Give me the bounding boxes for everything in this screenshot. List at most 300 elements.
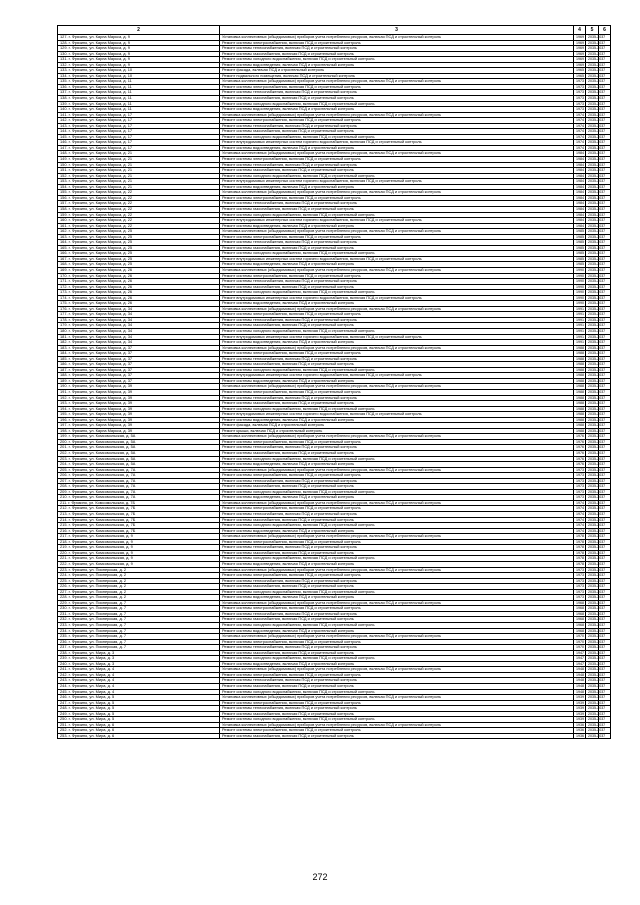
period-cell: 2035-2037 [586,556,599,562]
year-cell: 1976 [574,434,586,440]
work-type-cell: Установка коллективных (общедомовых) приборов учета потребления ресурсов, включая ПСД и строительный контроль [220,600,574,606]
address-cell: 223. г. Фрязино, ул. Пионерская, д. 2 [58,567,220,573]
period-cell: 2035-2037 [586,500,599,506]
period-cell: 2035-2037 [586,96,599,102]
period-cell: 2035-2037 [586,517,599,523]
year-cell: 1948 [574,667,586,673]
address-cell: 129. г. Фрязино, ул. Карла Маркса, д. 9 [58,46,220,52]
period-cell: 2035-2037 [586,384,599,390]
work-type-cell: Ремонт системы холодного водоснабжения, включая ПСД и строительный контроль [220,456,574,462]
period-cell: 2035-2037 [586,656,599,662]
work-type-cell: Ремонт системы газоснабжения, включая ПСД и строительный контроль [220,401,574,407]
year-cell: 1973 [574,107,586,113]
address-cell: 189. г. Фрязино, ул. Карла Маркса, д. 37 [58,378,220,384]
year-cell: 1968 [574,611,586,617]
period-cell: 2035-2037 [586,561,599,567]
address-cell: 214. г. Фрязино, ул. Комсомольская, д. 7Б [58,517,220,523]
year-cell: 1985 [574,229,586,235]
period-cell: 2035-2037 [586,306,599,312]
work-type-cell: Ремонт внутридомовых инженерных систем горячего водоснабжения, включая ПСД и строительный контроль [220,295,574,301]
address-cell: 151. г. Фрязино, ул. Карла Маркса, д. 21 [58,168,220,174]
period-cell: 2035-2037 [586,628,599,634]
work-type-cell: Ремонт системы газоснабжения, включая ПСД и строительный контроль [220,284,574,290]
year-cell: 1984 [574,195,586,201]
work-type-cell: Установка коллективных (общедомовых) приборов учета потребления ресурсов, включая ПСД и строительный контроль [220,534,574,540]
period-cell: 2035-2037 [586,584,599,590]
address-cell: 238. г. Фрязино, ул. Мира, д. 3 [58,650,220,656]
address-cell: 144. г. Фрязино, ул. Карла Маркса, д. 17 [58,129,220,135]
period-cell: 2035-2037 [586,606,599,612]
year-cell: 1969 [574,40,586,46]
address-cell: 184. г. Фрязино, ул. Карла Маркса, д. 37 [58,351,220,357]
work-type-cell: Ремонт системы электроснабжения, включая ПСД и строительный контроль [220,351,574,357]
year-cell: 1988 [574,356,586,362]
address-cell: 164. г. Фрязино, ул. Карла Маркса, д. 25 [58,240,220,246]
work-type-cell: Ремонт системы водоотведения, включая ПСД и строительный контроль [220,495,574,501]
work-type-cell: Ремонт системы электроснабжения, включая ПСД и строительный контроль [220,84,574,90]
address-cell: 241. г. Фрязино, ул. Мира, д. 4 [58,667,220,673]
period-cell: 2035-2037 [586,190,599,196]
year-cell: 1974 [574,118,586,124]
year-cell: 1976 [574,456,586,462]
period-cell: 2035-2037 [586,600,599,606]
year-cell: 1984 [574,206,586,212]
address-cell: 139. г. Фрязино, ул. Карла Маркса, д. 11 [58,101,220,107]
address-cell: 127. г. Фрязино, ул. Карла Маркса, д. 9 [58,35,220,41]
address-cell: 154. г. Фрязино, ул. Карла Маркса, д. 21 [58,184,220,190]
period-cell: 2035-2037 [586,390,599,396]
period-cell: 2035-2037 [586,578,599,584]
work-type-cell: Ремонт системы теплоснабжения, включая ПСД и строительный контроль [220,445,574,451]
year-cell: 1974 [574,129,586,135]
work-type-cell: Ремонт системы холодного водоснабжения, включая ПСД и строительный контроль [220,134,574,140]
year-cell: 1968 [574,617,586,623]
work-type-cell: Ремонт системы теплоснабжения, включая ПСД и строительный контроль [220,317,574,323]
year-cell: 1974 [574,506,586,512]
year-cell: 1984 [574,190,586,196]
address-cell: 135. г. Фрязино, ул. Карла Маркса, д. 11 [58,79,220,85]
work-type-cell: Ремонт системы холодного водоснабжения, включая ПСД и строительный контроль [220,173,574,179]
period-cell: 2035-2037 [586,340,599,346]
period-cell: 2035-2037 [586,68,599,74]
work-type-cell: Ремонт системы холодного водоснабжения, включая ПСД и строительный контроль [220,251,574,257]
period-cell: 2035-2037 [586,417,599,423]
period-cell: 2035-2037 [586,622,599,628]
year-cell: 1991 [574,312,586,318]
address-cell: 219. г. Фрязино, ул. Комсомольская, д. 9 [58,545,220,551]
address-cell: 207. г. Фрязино, ул. Комсомольская, д. 7А [58,478,220,484]
year-cell: 1988 [574,390,586,396]
year-cell: 1947 [574,650,586,656]
work-type-cell: Ремонт системы электроснабжения, включая ПСД и строительный контроль [220,157,574,163]
address-cell: 197. г. Фрязино, ул. Карла Маркса, д. 39 [58,423,220,429]
year-cell: 1984 [574,223,586,229]
year-cell: 1973 [574,84,586,90]
period-cell: 2035-2037 [586,40,599,46]
work-type-cell: Ремонт системы теплоснабжения, включая ПСД и строительный контроль [220,123,574,129]
year-cell: 1969 [574,46,586,52]
period-cell: 2035-2037 [586,279,599,285]
year-cell: 1974 [574,517,586,523]
address-cell: 188. г. Фрязино, ул. Карла Маркса, д. 37 [58,373,220,379]
work-type-cell: Установка коллективных (общедомовых) приборов учета потребления ресурсов, включая ПСД и строительный контроль [220,35,574,41]
work-type-cell: Ремонт системы теплоснабжения, включая ПСД и строительный контроль [220,395,574,401]
year-cell: 1939 [574,706,586,712]
work-type-cell: Ремонт фасада, включая ПСД и строительный контроль [220,423,574,429]
period-cell: 2035-2037 [586,79,599,85]
period-cell: 2035-2037 [586,451,599,457]
address-cell: 195. г. Фрязино, ул. Карла Маркса, д. 39 [58,412,220,418]
address-cell: 133. г. Фрязино, ул. Карла Маркса, д. 10 [58,68,220,74]
address-cell: 177. г. Фрязино, ул. Карла Маркса, д. 34 [58,312,220,318]
period-cell: 2035-2037 [586,212,599,218]
work-type-cell: Установка коллективных (общедомовых) приборов учета потребления ресурсов, включая ПСД и строительный контроль [220,384,574,390]
address-cell: 237. г. Фрязино, ул. Пионерская, д. 7 [58,645,220,651]
period-cell: 2035-2037 [586,157,599,163]
year-cell: 1991 [574,334,586,340]
year-cell: 1984 [574,201,586,207]
year-cell: 1978 [574,550,586,556]
period-cell: 2035-2037 [586,683,599,689]
period-cell: 2035-2037 [586,378,599,384]
work-type-cell: Ремонт системы холодного водоснабжения, включая ПСД и строительный контроль [220,489,574,495]
address-cell: 161. г. Фрязино, ул. Карла Маркса, д. 22 [58,223,220,229]
address-cell: 220. г. Фрязино, ул. Комсомольская, д. 9 [58,550,220,556]
address-cell: 183. г. Фрязино, ул. Карла Маркса, д. 37 [58,345,220,351]
column-header: 6 [599,26,611,35]
year-cell: 1984 [574,179,586,185]
column-header: 2 [58,26,220,35]
year-cell: 1985 [574,251,586,257]
year-cell: 1973 [574,484,586,490]
period-cell: 2035-2037 [586,650,599,656]
work-type-cell: Ремонт подвального помещения, включая ПСД и строительный контроль [220,73,574,79]
address-cell: 181. г. Фрязино, ул. Карла Маркса, д. 34 [58,334,220,340]
address-cell: 175. г. Фрязино, ул. Карла Маркса, д. 26 [58,301,220,307]
year-cell: 1976 [574,451,586,457]
work-type-cell: Ремонт системы электроснабжения, включая ПСД и строительный контроль [220,312,574,318]
period-cell: 2035-2037 [586,456,599,462]
period-cell: 2035-2037 [586,495,599,501]
period-cell: 2035-2037 [586,118,599,124]
work-type-cell: Ремонт системы газоснабжения, включая ПСД и строительный контроль [220,362,574,368]
year-cell: 1985 [574,234,586,240]
work-type-cell: Ремонт системы электроснабжения, включая ПСД и строительный контроль [220,639,574,645]
period-cell: 2035-2037 [586,290,599,296]
address-cell: 216. г. Фрязино, ул. Комсомольская, д. 7Б [58,528,220,534]
address-cell: 196. г. Фрязино, ул. Карла Маркса, д. 39 [58,417,220,423]
period-cell: 2035-2037 [586,539,599,545]
period-cell: 2035-2037 [586,284,599,290]
work-type-cell: Установка коллективных (общедомовых) приборов учета потребления ресурсов, включая ПСД и строительный контроль [220,229,574,235]
period-cell: 2035-2037 [586,234,599,240]
address-cell: 198. г. Фрязино, ул. Карла Маркса, д. 39 [58,428,220,434]
period-cell: 2035-2037 [586,711,599,717]
year-cell: 1988 [574,428,586,434]
work-type-cell: Ремонт системы водоотведения, включая ПСД и строительный контроль [220,595,574,601]
address-cell: 200. г. Фрязино, ул. Комсомольская, д. 5А [58,439,220,445]
work-type-cell: Ремонт системы газоснабжения, включая ПСД и строительный контроль [220,323,574,329]
period-cell: 2035-2037 [586,706,599,712]
period-cell: 2035-2037 [586,462,599,468]
work-type-cell: Ремонт системы теплоснабжения, включая ПСД и строительный контроль [220,279,574,285]
address-cell: 187. г. Фрязино, ул. Карла Маркса, д. 37 [58,367,220,373]
period-cell: 2035-2037 [586,401,599,407]
period-cell: 2035-2037 [586,168,599,174]
work-type-cell: Ремонт системы холодного водоснабжения, включая ПСД и строительный контроль [220,212,574,218]
work-type-cell: Ремонт системы водоотведения, включая ПСД и строительный контроль [220,145,574,151]
year-cell: 1984 [574,157,586,163]
work-type-cell: Ремонт системы газоснабжения, включая ПСД и строительный контроль [220,484,574,490]
address-cell: 212. г. Фрязино, ул. Комсомольская, д. 7Б [58,506,220,512]
period-cell: 2035-2037 [586,362,599,368]
period-cell: 2035-2037 [586,445,599,451]
year-cell: 1973 [574,489,586,495]
period-cell: 2035-2037 [586,667,599,673]
period-cell: 2035-2037 [586,267,599,273]
period-cell: 2035-2037 [586,195,599,201]
year-cell: 1991 [574,323,586,329]
year-cell: 1984 [574,218,586,224]
period-cell: 2035-2037 [586,439,599,445]
year-cell: 1988 [574,362,586,368]
work-type-cell: Ремонт системы газоснабжения, включая ПСД и строительный контроль [220,168,574,174]
work-type-cell: Ремонт системы электроснабжения, включая ПСД и строительный контроль [220,195,574,201]
work-type-cell: Ремонт системы газоснабжения, включая ПСД и строительный контроль [220,96,574,102]
year-cell: 1990 [574,290,586,296]
period-cell: 2035-2037 [586,140,599,146]
work-type-cell: Ремонт системы холодного водоснабжения, включая ПСД и строительный контроль [220,556,574,562]
year-cell: 1985 [574,256,586,262]
period-cell: 2035-2037 [586,179,599,185]
period-cell: 2035-2037 [586,645,599,651]
year-cell: 1974 [574,140,586,146]
address-cell: 152. г. Фрязино, ул. Карла Маркса, д. 21 [58,173,220,179]
work-type-cell: Ремонт системы газоснабжения, включая ПСД и строительный контроль [220,650,574,656]
address-cell: 206. г. Фрязино, ул. Комсомольская, д. 7А [58,473,220,479]
column-header: 5 [586,26,599,35]
period-cell: 2035-2037 [586,240,599,246]
year-cell: 1936 [574,733,586,739]
address-cell: 249. г. Фрязино, ул. Мира, д. 5 [58,711,220,717]
work-type-cell: Ремонт системы теплоснабжения, включая ПСД и строительный контроль [220,201,574,207]
address-cell: 225. г. Фрязино, ул. Пионерская, д. 2 [58,578,220,584]
period-cell: 2035-2037 [586,334,599,340]
year-cell: 1985 [574,245,586,251]
year-cell: 1978 [574,539,586,545]
work-type-cell: Ремонт системы водоотведения, включая ПСД и строительный контроль [220,107,574,113]
work-type-cell: Ремонт системы водоотведения, включая ПСД и строительный контроль [220,223,574,229]
year-cell: 1991 [574,328,586,334]
address-cell: 172. г. Фрязино, ул. Карла Маркса, д. 26 [58,284,220,290]
year-cell: 1978 [574,545,586,551]
year-cell: 1939 [574,711,586,717]
period-cell: 2035-2037 [586,506,599,512]
period-cell: 2035-2037 [586,512,599,518]
work-type-cell: Ремонт системы водоотведения, включая ПСД и строительный контроль [220,417,574,423]
year-cell: 1984 [574,168,586,174]
period-cell: 2035-2037 [586,700,599,706]
period-cell: 2035-2037 [586,57,599,63]
work-type-cell: Ремонт системы водоотведения, включая ПСД и строительный контроль [220,301,574,307]
address-cell: 245. г. Фрязино, ул. Мира, д. 4 [58,689,220,695]
period-cell: 2035-2037 [586,273,599,279]
period-cell: 2035-2037 [586,406,599,412]
year-cell: 1985 [574,262,586,268]
period-cell: 2035-2037 [586,84,599,90]
address-cell: 232. г. Фрязино, ул. Пионерская, д. 7 [58,617,220,623]
year-cell: 1968 [574,628,586,634]
year-cell: 1990 [574,273,586,279]
period-cell: 2035-2037 [586,695,599,701]
year-cell: 1948 [574,672,586,678]
work-type-cell: Ремонт внутридомовых инженерных систем горячего водоснабжения, включая ПСД и строительный контроль [220,412,574,418]
work-type-cell: Ремонт системы электроснабжения, включая ПСД и строительный контроль [220,728,574,734]
period-cell: 2035-2037 [586,206,599,212]
work-type-cell: Установка коллективных (общедомовых) приборов учета потребления ресурсов, включая ПСД и строительный контроль [220,112,574,118]
year-cell: 1978 [574,561,586,567]
year-cell: 1969 [574,51,586,57]
work-type-cell: Ремонт системы газоснабжения, включая ПСД и строительный контроль [220,51,574,57]
address-cell: 157. г. Фрязино, ул. Карла Маркса, д. 22 [58,201,220,207]
work-type-cell: Ремонт системы теплоснабжения, включая ПСД и строительный контроль [220,678,574,684]
period-cell: 2035-2037 [586,151,599,157]
period-cell: 2035-2037 [586,51,599,57]
address-cell: 178. г. Фрязино, ул. Карла Маркса, д. 34 [58,317,220,323]
year-cell: 1988 [574,345,586,351]
address-cell: 165. г. Фрязино, ул. Карла Маркса, д. 25 [58,245,220,251]
period-cell: 2035-2037 [586,412,599,418]
year-cell: 1973 [574,96,586,102]
table-row [58,733,611,739]
work-type-cell: Ремонт системы теплоснабжения, включая ПСД и строительный контроль [220,512,574,518]
year-cell: 1973 [574,467,586,473]
work-type-cell: Ремонт системы холодного водоснабжения, включая ПСД и строительный контроль [220,367,574,373]
year-cell: 1988 [574,406,586,412]
work-type-cell: Ремонт системы газоснабжения, включая ПСД и строительный контроль [220,711,574,717]
address-cell: 147. г. Фрязино, ул. Карла Маркса, д. 17 [58,145,220,151]
address-cell: 173. г. Фрязино, ул. Карла Маркса, д. 26 [58,290,220,296]
work-type-cell: Ремонт системы холодного водоснабжения, включая ПСД и строительный контроль [220,328,574,334]
address-cell: 205. г. Фрязино, ул. Комсомольская, д. 7А [58,467,220,473]
work-type-cell: Ремонт системы газоснабжения, включая ПСД и строительный контроль [220,245,574,251]
work-type-cell: Ремонт системы водоотведения, включая ПСД и строительный контроль [220,378,574,384]
address-cell: 174. г. Фрязино, ул. Карла Маркса, д. 26 [58,295,220,301]
year-cell: 1974 [574,500,586,506]
address-cell: 224. г. Фрязино, ул. Пионерская, д. 2 [58,573,220,579]
address-cell: 222. г. Фрязино, ул. Комсомольская, д. 9 [58,561,220,567]
address-cell: 155. г. Фрязино, ул. Карла Маркса, д. 22 [58,190,220,196]
year-cell: 1973 [574,584,586,590]
address-cell: 199. г. Фрязино, ул. Комсомольская, д. 5А [58,434,220,440]
address-cell: 166. г. Фрязино, ул. Карла Маркса, д. 25 [58,251,220,257]
address-cell: 235. г. Фрязино, ул. Пионерская, д. 7 [58,634,220,640]
work-type-cell: Ремонт внутридомовых инженерных систем горячего водоснабжения, включая ПСД и строительный контроль [220,256,574,262]
period-cell: 2035-2037 [586,534,599,540]
document-sheet [57,25,610,739]
address-cell: 229. г. Фрязино, ул. Пионерская, д. 7 [58,600,220,606]
address-cell: 193. г. Фрязино, ул. Карла Маркса, д. 39 [58,401,220,407]
work-type-cell: Ремонт системы электроснабжения, включая ПСД и строительный контроль [220,506,574,512]
year-cell: 1973 [574,595,586,601]
work-type-cell: Установка коллективных (общедомовых) приборов учета потребления ресурсов, включая ПСД и строительный контроль [220,79,574,85]
work-type-cell: Установка коллективных (общедомовых) приборов учета потребления ресурсов, включая ПСД и строительный контроль [220,345,574,351]
period-cell: 2035-2037 [586,317,599,323]
year-cell: 1990 [574,301,586,307]
address-cell: 170. г. Фрязино, ул. Карла Маркса, д. 26 [58,273,220,279]
work-type-cell: Ремонт системы холодного водоснабжения, включая ПСД и строительный контроль [220,656,574,662]
year-cell: 1990 [574,279,586,285]
period-cell: 2035-2037 [586,351,599,357]
year-cell: 1984 [574,162,586,168]
work-type-cell: Ремонт системы холодного водоснабжения, включая ПСД и строительный контроль [220,290,574,296]
year-cell: 1970 [574,645,586,651]
work-type-cell: Ремонт системы теплоснабжения, включая ПСД и строительный контроль [220,240,574,246]
address-cell: 215. г. Фрязино, ул. Комсомольская, д. 7Б [58,523,220,529]
work-type-cell: Установка коллективных (общедомовых) приборов учета потребления ресурсов, включая ПСД и строительный контроль [220,267,574,273]
address-cell: 171. г. Фрязино, ул. Карла Маркса, д. 26 [58,279,220,285]
work-type-cell: Установка коллективных (общедомовых) приборов учета потребления ресурсов, включая ПСД и строительный контроль [220,306,574,312]
year-cell: 1990 [574,284,586,290]
year-cell: 1974 [574,523,586,529]
period-cell: 2035-2037 [586,262,599,268]
period-cell: 2035-2037 [586,567,599,573]
year-cell: 1988 [574,412,586,418]
period-cell: 2035-2037 [586,678,599,684]
address-cell: 209. г. Фрязино, ул. Комсомольская, д. 7А [58,489,220,495]
address-cell: 247. г. Фрязино, ул. Мира, д. 5 [58,700,220,706]
period-cell: 2035-2037 [586,661,599,667]
period-cell: 2035-2037 [586,62,599,68]
address-cell: 231. г. Фрязино, ул. Пионерская, д. 7 [58,611,220,617]
address-cell: 217. г. Фрязино, ул. Комсомольская, д. 9 [58,534,220,540]
work-type-cell: Ремонт системы электроснабжения, включая ПСД и строительный контроль [220,273,574,279]
period-cell: 2035-2037 [586,173,599,179]
address-cell: 190. г. Фрязино, ул. Карла Маркса, д. 39 [58,384,220,390]
work-type-cell: Ремонт системы водоотведения, включая ПСД и строительный контроль [220,661,574,667]
year-cell: 1988 [574,367,586,373]
year-cell: 1948 [574,678,586,684]
address-cell: 141. г. Фрязино, ул. Карла Маркса, д. 17 [58,112,220,118]
year-cell: 1974 [574,134,586,140]
address-cell: 210. г. Фрязино, ул. Комсомольская, д. 7А [58,495,220,501]
period-cell: 2035-2037 [586,218,599,224]
address-cell: 137. г. Фрязино, ул. Карла Маркса, д. 11 [58,90,220,96]
period-cell: 2035-2037 [586,129,599,135]
address-cell: 192. г. Фрязино, ул. Карла Маркса, д. 39 [58,395,220,401]
period-cell: 2035-2037 [586,634,599,640]
year-cell: 1970 [574,634,586,640]
period-cell: 2035-2037 [586,145,599,151]
page-number: 272 [312,872,328,882]
year-cell: 1973 [574,473,586,479]
address-cell: 203. г. Фрязино, ул. Комсомольская, д. 5А [58,456,220,462]
address-cell: 191. г. Фрязино, ул. Карла Маркса, д. 39 [58,390,220,396]
work-type-cell: Ремонт системы газоснабжения, включая ПСД и строительный контроль [220,584,574,590]
address-cell: 143. г. Фрязино, ул. Карла Маркса, д. 17 [58,123,220,129]
year-cell: 1939 [574,717,586,723]
year-cell: 1968 [574,600,586,606]
year-cell: 1988 [574,378,586,384]
period-cell: 2035-2037 [586,434,599,440]
period-cell: 2035-2037 [586,245,599,251]
address-cell: 252. г. Фрязино, ул. Мира, д. 6 [58,728,220,734]
year-cell: 1973 [574,495,586,501]
work-type-cell: Ремонт системы электроснабжения, включая ПСД и строительный контроль [220,539,574,545]
period-cell: 2035-2037 [586,672,599,678]
work-type-cell: Ремонт системы электроснабжения, включая ПСД и строительный контроль [220,573,574,579]
year-cell: 1988 [574,401,586,407]
